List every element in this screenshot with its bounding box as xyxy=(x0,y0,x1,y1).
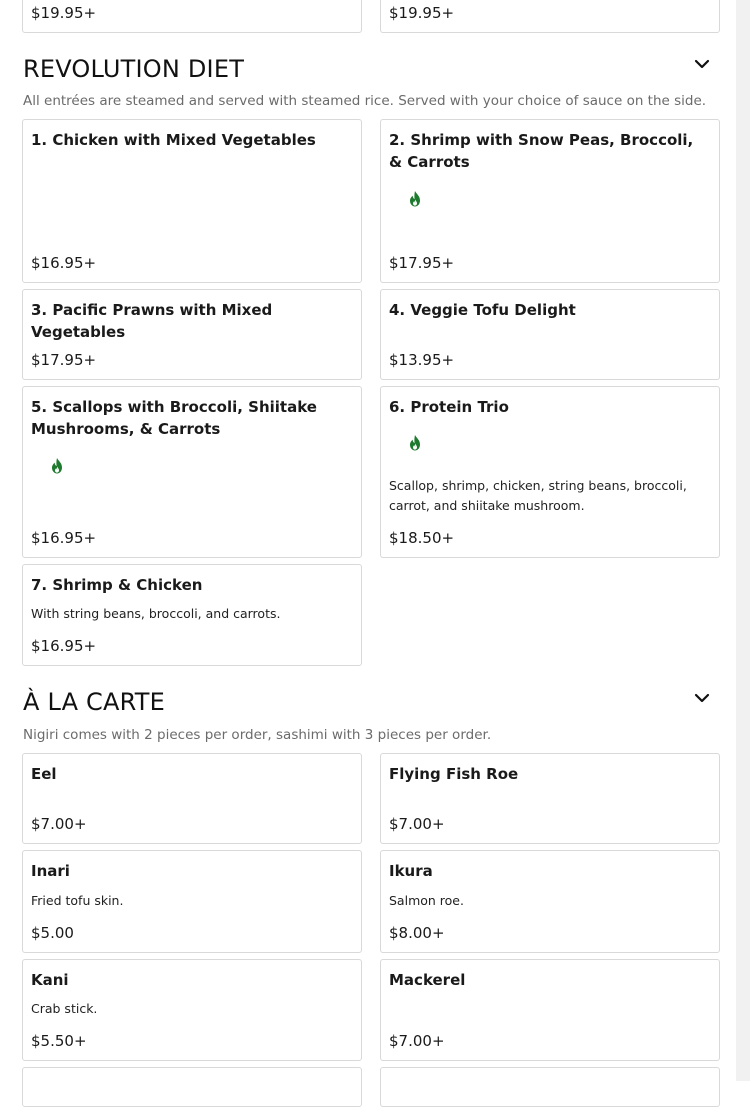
item-name: 6. Protein Trio xyxy=(389,398,509,416)
item-price: $7.00+ xyxy=(389,815,445,833)
item-name: 2. Shrimp with Snow Peas, Broccoli, & Carrots xyxy=(389,131,694,171)
item-price: $7.00+ xyxy=(389,1032,445,1050)
menu-item-card[interactable] xyxy=(22,959,362,1061)
item-price: $7.00+ xyxy=(31,815,87,833)
item-price: $19.95+ xyxy=(389,4,455,22)
item-price: $8.00+ xyxy=(389,924,445,942)
item-price: $5.50+ xyxy=(31,1032,87,1050)
section-title-a-la-carte: À LA CARTE xyxy=(23,688,165,716)
item-price: $17.95+ xyxy=(31,351,97,369)
menu-item-card[interactable] xyxy=(380,1067,720,1107)
section-description: All entrées are steamed and served with steamed rice. Served with your choice of sauce on the side. xyxy=(23,93,707,109)
section-title-revolution-diet: REVOLUTION DIET xyxy=(23,55,245,83)
item-description: With string beans, broccoli, and carrots. xyxy=(31,606,281,621)
item-name: 5. Scallops with Broccoli, Shiitake Mushrooms, & Carrots xyxy=(31,398,317,438)
menu-item-card[interactable] xyxy=(380,850,720,953)
item-name: 3. Pacific Prawns with Mixed Vegetables xyxy=(31,301,273,341)
menu-item-card[interactable] xyxy=(22,0,362,33)
menu-item-card[interactable] xyxy=(22,386,362,558)
item-description: Fried tofu skin. xyxy=(31,893,124,908)
item-name: Eel xyxy=(31,765,57,783)
item-name: 7. Shrimp & Chicken xyxy=(31,576,203,594)
section-description: Nigiri comes with 2 pieces per order, sashimi with 3 pieces per order. xyxy=(23,727,492,743)
chevron-down-icon[interactable] xyxy=(692,54,712,74)
menu-item-card[interactable] xyxy=(380,959,720,1061)
item-price: $19.95+ xyxy=(31,4,97,22)
menu-item-card[interactable] xyxy=(22,564,362,666)
menu-item-card[interactable] xyxy=(380,119,720,283)
menu-item-card[interactable] xyxy=(380,0,720,33)
item-name: Inari xyxy=(31,862,70,880)
item-name: Flying Fish Roe xyxy=(389,765,519,783)
item-price: $16.95+ xyxy=(31,529,97,547)
item-description: Scallop, shrimp, chicken, string beans, broccoli, carrot, and shiitake mushroom. xyxy=(389,478,687,513)
flame-icon xyxy=(50,457,64,475)
item-price: $16.95+ xyxy=(31,254,97,272)
item-price: $18.50+ xyxy=(389,529,455,547)
menu-item-card[interactable] xyxy=(22,753,362,844)
item-name: 4. Veggie Tofu Delight xyxy=(389,301,576,319)
flame-icon xyxy=(408,190,422,208)
item-name: Kani xyxy=(31,971,69,989)
flame-icon xyxy=(408,434,422,452)
scrollbar[interactable] xyxy=(736,0,750,1081)
menu-item-card[interactable] xyxy=(380,289,720,380)
chevron-down-icon[interactable] xyxy=(692,688,712,708)
menu-item-card[interactable] xyxy=(22,850,362,953)
item-name: Mackerel xyxy=(389,971,466,989)
menu-item-card[interactable] xyxy=(380,386,720,558)
item-price: $5.00 xyxy=(31,924,74,942)
item-name: Ikura xyxy=(389,862,433,880)
item-description: Crab stick. xyxy=(31,1001,98,1016)
item-price: $17.95+ xyxy=(389,254,455,272)
item-name: 1. Chicken with Mixed Vegetables xyxy=(31,131,316,149)
menu-item-card[interactable] xyxy=(22,1067,362,1107)
menu-item-card[interactable] xyxy=(380,753,720,844)
menu-item-card[interactable] xyxy=(22,119,362,283)
item-description: Salmon roe. xyxy=(389,893,464,908)
item-price: $16.95+ xyxy=(31,637,97,655)
menu-item-card[interactable] xyxy=(22,289,362,380)
item-price: $13.95+ xyxy=(389,351,455,369)
